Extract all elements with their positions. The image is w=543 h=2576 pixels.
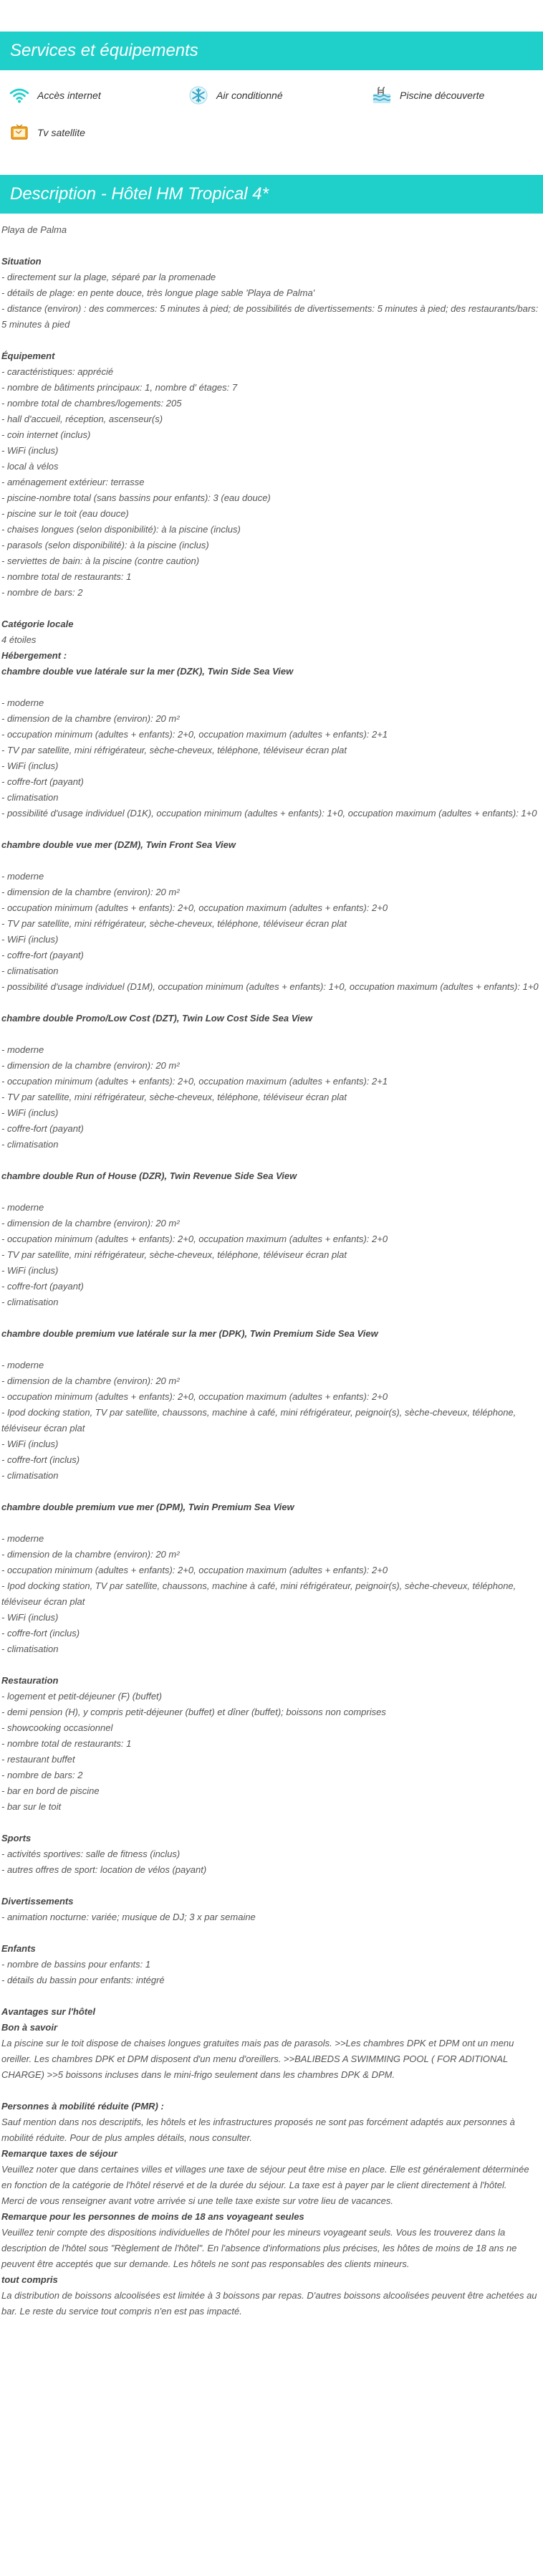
description-line: - demi pension (H), y compris petit-déjeuner (buffet) et dîner (buffet); boissons non comprises <box>1 1707 386 1717</box>
section-heading: Divertissements <box>1 1896 74 1907</box>
service-pool <box>370 85 543 106</box>
service-tv <box>7 122 186 143</box>
blank-line <box>1 1515 542 1531</box>
blank-line <box>1 333 542 348</box>
blank-line <box>1 1878 542 1894</box>
description-line: - détails de plage: en pente douce, très longue plage sable 'Playa de Palma' <box>1 287 315 298</box>
section-heading: Situation <box>1 256 42 267</box>
services-header <box>0 32 543 70</box>
blank-line <box>1 1153 542 1168</box>
section-heading: Enfants <box>1 1943 36 1954</box>
service-air-conditioning <box>186 85 370 106</box>
blank-line <box>1 1657 542 1673</box>
pool-icon <box>370 85 394 106</box>
description-line: - serviettes de bain: à la piscine (contre caution) <box>1 555 200 566</box>
service-label: Accès internet <box>37 90 101 101</box>
description-line: - climatisation <box>1 792 59 803</box>
description-line: - coffre-fort (payant) <box>1 1281 84 1292</box>
description-line: - détails du bassin pour enfants: intégré <box>1 1975 165 1985</box>
description-header <box>0 175 543 214</box>
description-line: - bar sur le toit <box>1 1801 62 1812</box>
description-body <box>0 222 542 2319</box>
blank-line <box>1 1026 542 1042</box>
description-line: - nombre de bars: 2 <box>1 1770 83 1780</box>
description-line: - moderne <box>1 1360 44 1370</box>
description-line: - moderne <box>1 1533 44 1544</box>
snowflake-icon <box>186 85 211 106</box>
description-line: - restaurant buffet <box>1 1754 75 1765</box>
section-heading: tout compris <box>1 2274 58 2285</box>
blank-line <box>1 1988 542 2004</box>
description-line: - dimension de la chambre (environ): 20 m² <box>1 713 180 724</box>
blank-line <box>1 1310 542 1326</box>
tv-icon <box>7 122 32 143</box>
description-line: Playa de Palma <box>1 224 67 235</box>
description-line: - climatisation <box>1 1470 59 1481</box>
description-line: - coin internet (inclus) <box>1 429 91 440</box>
description-line: - activités sportives: salle de fitness (inclus) <box>1 1848 181 1859</box>
blank-line <box>1 238 542 254</box>
section-heading: chambre double premium vue mer (DPM), Twin Premium Sea View <box>1 1502 294 1512</box>
blank-line <box>1 601 542 616</box>
description-line: - nombre de bassins pour enfants: 1 <box>1 1959 151 1970</box>
description-line: - distance (environ) : des commerces: 5 minutes à pied; de possibilités de divertissements: 5 minutes à pied; des restaurants/bars: 5 minutes à pied <box>1 303 539 330</box>
description-line: - nombre de bâtiments principaux: 1, nombre d' étages: 7 <box>1 382 238 393</box>
description-line: Merci de vous renseigner avant votre arrivée si une telle taxe existe sur votre lieu de vacances. <box>1 2195 393 2206</box>
description-line: - Ipod docking station, TV par satellite, chaussons, machine à café, mini réfrigérateur, peignoir(s), sèche-cheveux, téléphone, téléviseur écran plat <box>1 1407 516 1434</box>
description-line: - caractéristiques: apprécié <box>1 366 114 377</box>
description-line: - coffre-fort (payant) <box>1 950 84 960</box>
section-heading: Remarque pour les personnes de moins de 18 ans voyageant seules <box>1 2211 304 2222</box>
section-heading: Bon à savoir <box>1 2022 58 2033</box>
description-line: - occupation minimum (adultes + enfants): 2+0, occupation maximum (adultes + enfants): 2+0 <box>1 1391 388 1402</box>
section-heading: chambre double vue mer (DZM), Twin Front Sea View <box>1 839 236 850</box>
description-line: - nombre total de restaurants: 1 <box>1 1738 132 1749</box>
wifi-icon <box>7 85 32 106</box>
section-heading: Catégorie locale <box>1 619 74 629</box>
service-label: Air conditionné <box>216 90 283 101</box>
description-line: - WiFi (inclus) <box>1 445 59 456</box>
description-line: - TV par satellite, mini réfrigérateur, sèche-cheveux, téléphone, téléviseur écran plat <box>1 1249 347 1260</box>
description-line: - aménagement extérieur: terrasse <box>1 477 145 487</box>
description-line: Veuillez noter que dans certaines villes et villages une taxe de séjour peut être mise en place. Elle est généralement déterminée en fonction de la catégorie de l'hôtel réservé et de la durée du séjour. La taxe est à payer par le client directement à l'hôtel. <box>1 2164 529 2190</box>
description-line: - directement sur la plage, séparé par la promenade <box>1 272 216 282</box>
blank-line <box>1 1815 542 1831</box>
description-line: - climatisation <box>1 965 59 976</box>
description-line: La piscine sur le toit dispose de chaises longues gratuites mais pas de parasols. >>Les chambres DPK et DPM ont un menu oreiller. Les chambres DPK et DPM disposent d'un menu d'oreillers. >>BALIBEDS A SWIMMING POOL ( FOR ADITIONAL CHARGE) >>5 boissons incluses dans le mini-frigo seulement dans les chambres DPK & DPM. <box>1 2038 514 2080</box>
description-line: - nombre total de restaurants: 1 <box>1 571 132 582</box>
description-line: - dimension de la chambre (environ): 20 m² <box>1 887 180 897</box>
description-line: - WiFi (inclus) <box>1 1265 59 1276</box>
description-line: - climatisation <box>1 1644 59 1654</box>
description-line: - dimension de la chambre (environ): 20 m² <box>1 1060 180 1071</box>
services-title: Services et équipements <box>10 41 198 60</box>
description-line: - TV par satellite, mini réfrigérateur, sèche-cheveux, téléphone, téléviseur écran plat <box>1 745 347 755</box>
description-line: - parasols (selon disponibilité): à la piscine (inclus) <box>1 540 209 550</box>
section-heading: Avantages sur l'hôtel <box>1 2006 95 2017</box>
section-heading: chambre double premium vue latérale sur la mer (DPK), Twin Premium Side Sea View <box>1 1328 378 1339</box>
description-line: - moderne <box>1 1044 44 1055</box>
service-label: Piscine découverte <box>400 90 485 101</box>
description-line: - WiFi (inclus) <box>1 1439 59 1449</box>
description-line: - coffre-fort (inclus) <box>1 1628 80 1638</box>
description-line: - possibilité d'usage individuel (D1K), occupation minimum (adultes + enfants): 1+0, occupation maximum (adultes + enfants): 1+0 <box>1 808 537 819</box>
description-line: - animation nocturne: variée; musique de DJ; 3 x par semaine <box>1 1912 256 1922</box>
description-line: - showcooking occasionnel <box>1 1722 113 1733</box>
blank-line <box>1 1925 542 1941</box>
description-line: - piscine sur le toit (eau douce) <box>1 508 129 519</box>
description-line: Veuillez tenir compte des dispositions individuelles de l'hôtel pour les mineurs voyageant seuls. Vous les trouverez dans la description de l'hôtel sous "Règlement de l'hôtel". En l'absence d'informations plus précises, les hôtes de moins de 18 ans ne peuvent être acceptés que sur demande. Les hôtels ne sont pas responsables des clients mineurs. <box>1 2227 517 2269</box>
description-line: 4 étoiles <box>1 634 37 645</box>
description-line: - Ipod docking station, TV par satellite, chaussons, machine à café, mini réfrigérateur, peignoir(s), sèche-cheveux, téléphone, téléviseur écran plat <box>1 1580 516 1607</box>
blank-line <box>1 1342 542 1358</box>
description-line: - WiFi (inclus) <box>1 1612 59 1623</box>
section-heading: Équipement <box>1 350 55 361</box>
description-line: - TV par satellite, mini réfrigérateur, sèche-cheveux, téléphone, téléviseur écran plat <box>1 1092 347 1102</box>
description-line: - dimension de la chambre (environ): 20 m² <box>1 1375 180 1386</box>
description-line: - dimension de la chambre (environ): 20 m² <box>1 1549 180 1560</box>
section-heading: chambre double Run of House (DZR), Twin Revenue Side Sea View <box>1 1170 297 1181</box>
description-line: - occupation minimum (adultes + enfants): 2+0, occupation maximum (adultes + enfants): 2+0 <box>1 1565 388 1575</box>
section-heading: Sports <box>1 1833 32 1843</box>
description-line: - climatisation <box>1 1297 59 1307</box>
service-internet <box>7 85 186 106</box>
description-line: - occupation minimum (adultes + enfants): 2+0, occupation maximum (adultes + enfants): 2+1 <box>1 729 388 740</box>
description-line: - autres offres de sport: location de vélos (payant) <box>1 1864 207 1875</box>
description-line: - nombre de bars: 2 <box>1 587 83 598</box>
section-heading: Personnes à mobilité réduite (PMR) : <box>1 2101 164 2112</box>
description-line: - chaises longues (selon disponibilité): à la piscine (inclus) <box>1 524 241 535</box>
blank-line <box>1 2083 542 2099</box>
description-line: - moderne <box>1 871 44 882</box>
description-line: - TV par satellite, mini réfrigérateur, sèche-cheveux, téléphone, téléviseur écran plat <box>1 918 347 929</box>
description-title: Description - Hôtel HM Tropical 4* <box>10 184 269 204</box>
blank-line <box>1 1184 542 1200</box>
services-list <box>0 85 543 175</box>
description-line: - hall d'accueil, réception, ascenseur(s) <box>1 414 163 424</box>
description-line: - WiFi (inclus) <box>1 934 59 945</box>
description-line: - moderne <box>1 697 44 708</box>
description-line: - coffre-fort (payant) <box>1 776 84 787</box>
section-heading: chambre double Promo/Low Cost (DZT), Twin Low Cost Side Sea View <box>1 1013 312 1024</box>
description-line: - coffre-fort (payant) <box>1 1123 84 1134</box>
blank-line <box>1 995 542 1011</box>
description-line: - occupation minimum (adultes + enfants): 2+0, occupation maximum (adultes + enfants): 2+0 <box>1 1234 388 1244</box>
description-line: - WiFi (inclus) <box>1 1107 59 1118</box>
description-line: - moderne <box>1 1202 44 1213</box>
section-heading: Remarque taxes de séjour <box>1 2148 117 2159</box>
description-line: - WiFi (inclus) <box>1 760 59 771</box>
section-heading: chambre double vue latérale sur la mer (DZK), Twin Side Sea View <box>1 666 294 677</box>
description-line: - local à vélos <box>1 461 59 472</box>
description-line: - coffre-fort (inclus) <box>1 1454 80 1465</box>
description-line: - occupation minimum (adultes + enfants): 2+0, occupation maximum (adultes + enfants): 2+0 <box>1 902 388 913</box>
description-line: - climatisation <box>1 1139 59 1150</box>
blank-line <box>1 679 542 695</box>
description-line: - dimension de la chambre (environ): 20 m² <box>1 1218 180 1229</box>
description-line: - logement et petit-déjeuner (F) (buffet) <box>1 1691 162 1702</box>
description-line: - possibilité d'usage individuel (D1M), occupation minimum (adultes + enfants): 1+0, occupation maximum (adultes + enfants): 1+0 <box>1 981 539 992</box>
description-line: - bar en bord de piscine <box>1 1785 100 1796</box>
blank-line <box>1 853 542 869</box>
blank-line <box>1 821 542 837</box>
section-heading: Hébergement : <box>1 650 67 661</box>
section-heading: Restauration <box>1 1675 59 1686</box>
description-line: - occupation minimum (adultes + enfants): 2+0, occupation maximum (adultes + enfants): 2+1 <box>1 1076 388 1087</box>
service-label: Tv satellite <box>37 127 85 138</box>
description-line: La distribution de boissons alcoolisées est limitée à 3 boissons par repas. D'autres boissons alcoolisées peuvent être achetées au bar. Le reste du service tout compris n'en est pas impacté. <box>1 2290 537 2317</box>
description-line: Sauf mention dans nos descriptifs, les hôtels et les infrastructures proposés ne sont pas forcément adaptés aux personnes à mobilité réduite. Pour de plus amples détails, nous consulter. <box>1 2117 515 2143</box>
blank-line <box>1 1484 542 1499</box>
description-line: - piscine-nombre total (sans bassins pour enfants): 3 (eau douce) <box>1 492 271 503</box>
description-line: - nombre total de chambres/logements: 205 <box>1 398 182 409</box>
